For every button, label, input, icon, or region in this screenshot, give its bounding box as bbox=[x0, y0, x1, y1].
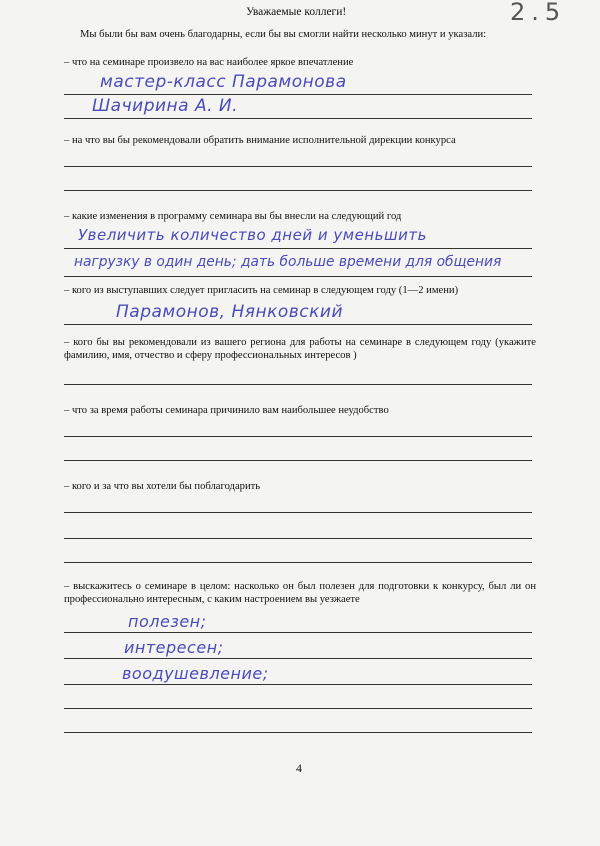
answer-line bbox=[64, 658, 532, 659]
handwritten-corner-note: 2.5 bbox=[510, 0, 567, 26]
answer-line bbox=[64, 248, 532, 249]
intro-text: Мы были бы вам очень благодарны, если бы вы смогли найти несколько минут и указали: bbox=[80, 29, 487, 40]
answer-impression-2: Шачирина А. И. bbox=[92, 96, 239, 116]
question-region-recommend: – кого бы вы рекомендовали из вашего региона для работы на семинаре в следующем году (укажите фамилию, имя, отчество и сферу профессиональных интересов ) bbox=[64, 337, 536, 361]
answer-line bbox=[64, 708, 532, 709]
answer-line bbox=[64, 460, 532, 461]
answer-line bbox=[64, 512, 532, 513]
answer-program-changes-1: Увеличить количество дней и уменьшить bbox=[78, 226, 427, 244]
answer-line bbox=[64, 684, 532, 685]
answer-line bbox=[64, 732, 532, 733]
question-inconvenience: – что за время работы семинара причинило вам наибольшее неудобство bbox=[64, 405, 389, 416]
answer-speakers: Парамонов, Нянковский bbox=[116, 302, 344, 322]
question-overall: – выскажитесь о семинаре в целом: насколько он был полезен для подготовки к конкурсу, был ли он профессионально интересным, с каким настроением вы уезжаете bbox=[64, 581, 536, 605]
answer-program-changes-2: нагрузку в один день; дать больше времени для общения bbox=[74, 254, 502, 270]
page-title: Уважаемые коллеги! bbox=[246, 6, 347, 18]
question-speakers: – кого из выступавших следует пригласить на семинар в следующем году (1—2 имени) bbox=[64, 285, 459, 296]
answer-line bbox=[64, 324, 532, 325]
answer-line bbox=[64, 632, 532, 633]
question-impression: – что на семинаре произвело на вас наиболее яркое впечатление bbox=[64, 57, 354, 68]
question-gratitude: – кого и за что вы хотели бы поблагодарить bbox=[64, 481, 261, 492]
answer-line bbox=[64, 562, 532, 563]
answer-overall-2: интересен; bbox=[124, 638, 224, 657]
page-number: 4 bbox=[296, 761, 302, 775]
answer-line bbox=[64, 94, 532, 95]
question-program-changes: – какие изменения в программу семинара вы бы внесли на следующий год bbox=[64, 211, 402, 222]
answer-line bbox=[64, 538, 532, 539]
question-recommendations: – на что вы бы рекомендовали обратить внимание исполнительной дирекции конкурса bbox=[64, 135, 456, 146]
answer-line bbox=[64, 166, 532, 167]
answer-line bbox=[64, 190, 532, 191]
answer-line bbox=[64, 118, 532, 119]
answer-overall-3: воодушевление; bbox=[122, 664, 269, 683]
answer-line bbox=[64, 384, 532, 385]
answer-line bbox=[64, 276, 532, 277]
answer-line bbox=[64, 436, 532, 437]
answer-overall-1: полезен; bbox=[128, 612, 207, 631]
answer-impression-1: мастер-класс Парамонова bbox=[100, 72, 347, 92]
